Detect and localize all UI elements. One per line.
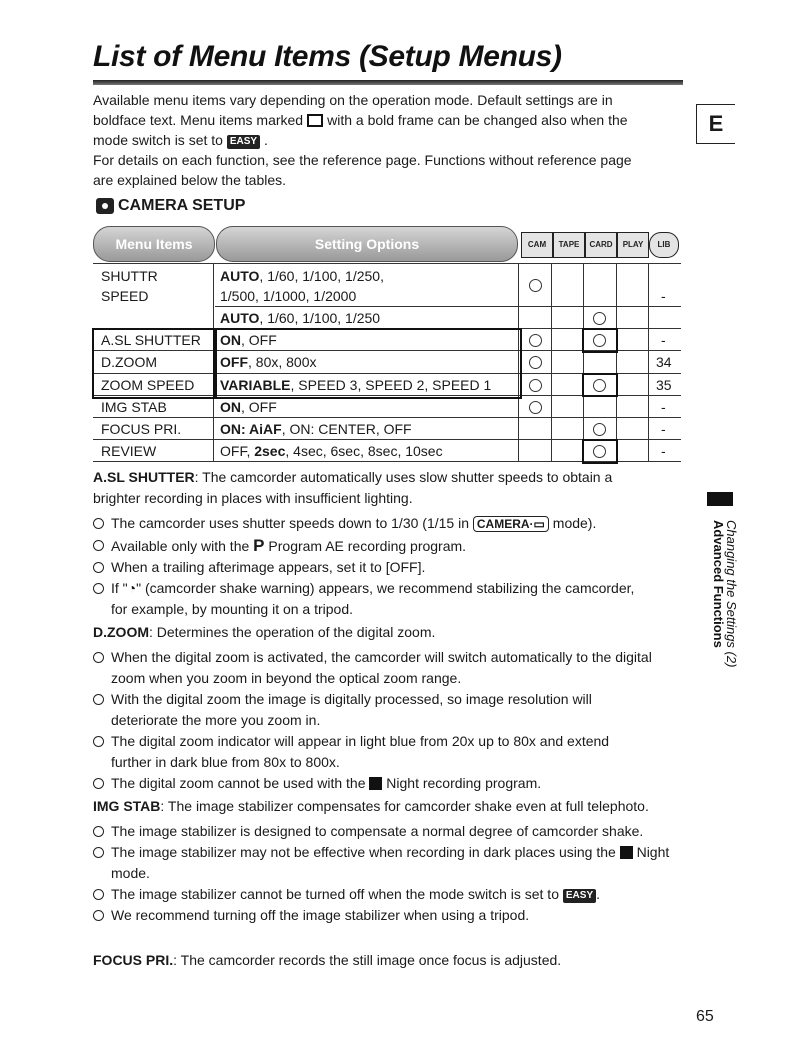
available-mark <box>529 379 542 392</box>
bullet-icon <box>93 889 104 900</box>
badge-text: CAMERA· <box>476 517 534 531</box>
bullet-icon <box>93 847 104 858</box>
table-rule <box>648 263 649 461</box>
reference-cell: 34 <box>656 354 672 370</box>
bullet-text: Night mode. <box>111 844 670 881</box>
menu-item-cell: SPEED <box>101 288 149 304</box>
menu-item-cell: IMG STAB <box>101 399 167 415</box>
night-mode-icon <box>369 777 382 790</box>
bullet-item <box>93 557 693 578</box>
asl-shutter-section <box>93 467 693 620</box>
available-mark <box>529 356 542 369</box>
reference-book-icon: LIB <box>649 232 679 258</box>
table-rule <box>583 263 584 461</box>
menu-item-cell: FOCUS PRI. <box>101 421 182 437</box>
focus-pri-section <box>93 950 693 971</box>
intro-text: . <box>263 132 268 148</box>
bullet-icon <box>93 652 104 663</box>
bullet-item <box>93 689 693 731</box>
section-title: CAMERA SETUP <box>118 197 246 214</box>
bold-frame-mark <box>582 328 618 353</box>
menu-item-cell: A.SL SHUTTER <box>101 332 201 348</box>
option-cell: AUTO, 1/60, 1/100, 1/250, <box>220 268 384 284</box>
bullet-text: Night recording program. <box>386 775 542 791</box>
reference-cell: 35 <box>656 377 672 393</box>
bold-frame-options <box>213 328 522 399</box>
term-description: : The camcorder records the still image once focus is adjusted. <box>173 952 562 968</box>
term-description: : The image stabilizer compensates for camcorder shake even at full telephoto. <box>160 798 649 814</box>
bullet-item <box>93 773 693 794</box>
term-heading: A.SL SHUTTER <box>93 469 195 485</box>
term-heading: D.ZOOM <box>93 624 149 640</box>
table-rule <box>551 263 552 461</box>
easy-mode-icon: EASY <box>563 889 596 903</box>
bullet-text: The image stabilizer may not be effective when recording in dark places using the <box>111 844 616 860</box>
option-cell: AUTO, 1/60, 1/100, 1/250 <box>220 310 381 326</box>
bullet-icon <box>93 540 104 551</box>
reference-cell: - <box>661 332 666 348</box>
intro-text: Available menu items vary depending on the operation mode. Default settings are in <box>93 92 613 108</box>
intro-paragraph-2 <box>93 150 683 190</box>
bullet-item <box>93 535 693 557</box>
option-cell: 1/500, 1/1000, 1/2000 <box>220 288 357 304</box>
section-marker <box>707 492 733 506</box>
header-setting-options: Setting Options <box>216 226 518 262</box>
table-rule <box>93 417 681 418</box>
bullet-item <box>93 647 693 689</box>
available-mark <box>529 401 542 414</box>
menu-item-cell: SHUTTR <box>101 268 158 284</box>
bullet-text: When the digital zoom is activated, the camcorder will switch automatically to the digital zoom when you zoom in beyond the optical zoom range. <box>111 649 652 686</box>
bold-frame-mark <box>582 373 618 397</box>
term-description: : Determines the operation of the digital zoom. <box>149 624 436 640</box>
program-p-icon: P <box>253 536 265 555</box>
bullet-item <box>93 905 693 926</box>
table-rule <box>93 263 681 264</box>
option-cell: OFF, 80x, 800x <box>220 354 317 370</box>
camera-setup-icon <box>96 198 114 214</box>
shake-warning-icon: ◔ <box>127 580 137 596</box>
bullet-icon <box>93 694 104 705</box>
intro-text: mode switch is set to <box>93 132 223 148</box>
term-description: : The camcorder automatically uses slow shutter speeds to obtain a brighter recording in places with insufficient lighting. <box>93 469 613 506</box>
page-title: List of Menu Items (Setup Menus) <box>93 40 562 73</box>
bold-frame-items <box>92 328 217 399</box>
bullet-text: . <box>596 886 601 902</box>
reference-cell: - <box>661 443 666 459</box>
table-rule <box>616 263 617 461</box>
intro-text: boldface text. Menu items marked <box>93 112 304 128</box>
option-cell: OFF, 2sec, 4sec, 6sec, 8sec, 10sec <box>220 443 443 459</box>
bullet-icon <box>93 562 104 573</box>
bullet-icon <box>93 736 104 747</box>
option-cell: ON: AiAF, ON: CENTER, OFF <box>220 421 412 437</box>
camera-card-badge: CAMERA·▭ <box>473 516 549 532</box>
side-chapter-label <box>708 520 739 688</box>
term-heading: FOCUS PRI. <box>93 952 174 968</box>
bullet-icon <box>93 910 104 921</box>
bullet-text: The digital zoom cannot be used with the <box>111 775 366 791</box>
option-cell: ON, OFF <box>220 399 277 415</box>
play-tape-mode-icon: TAPE <box>553 232 585 258</box>
camera-card-mode-icon: CARD <box>585 232 617 258</box>
bullet-text: We recommend turning off the image stabilizer when using a tripod. <box>111 907 530 923</box>
intro-text: are explained below the tables. <box>93 172 287 188</box>
available-mark <box>593 312 606 325</box>
reference-cell: - <box>661 399 666 415</box>
menu-item-cell: ZOOM SPEED <box>101 377 195 393</box>
bullet-text: Available only with the <box>111 538 250 554</box>
bullet-icon <box>93 778 104 789</box>
intro-text: with a bold frame can be changed also when the <box>327 112 628 128</box>
bullet-text: If " <box>111 580 128 596</box>
easy-mode-icon: EASY <box>227 135 260 149</box>
table-rule <box>215 306 681 307</box>
option-cell: ON, OFF <box>220 332 277 348</box>
page-number: 65 <box>696 1008 714 1025</box>
bullet-item <box>93 731 693 773</box>
bold-frame-mark <box>582 439 618 464</box>
bullet-item <box>93 842 693 884</box>
bullet-text: With the digital zoom the image is digitally processed, so image resolution will deteriorate the more you zoom in. <box>111 691 592 728</box>
intro-text: For details on each function, see the reference page. Functions without reference page <box>93 152 632 168</box>
option-cell: VARIABLE, SPEED 3, SPEED 2, SPEED 1 <box>220 377 492 393</box>
side-title-italic: Changing the Settings (2) <box>724 520 739 668</box>
bullet-item <box>93 578 693 620</box>
bold-frame-icon <box>307 114 323 127</box>
dzoom-section <box>93 622 693 794</box>
reference-cell: - <box>661 288 666 304</box>
night-mode-icon <box>620 846 633 859</box>
side-title-bold: Advanced Functions <box>711 520 726 648</box>
available-mark <box>529 334 542 347</box>
bullet-icon <box>93 518 104 529</box>
bullet-text: mode). <box>552 515 597 531</box>
term-heading: IMG STAB <box>93 798 161 814</box>
img-stab-section <box>93 796 693 926</box>
menu-item-cell: D.ZOOM <box>101 354 157 370</box>
play-card-mode-icon: PLAY <box>617 232 649 258</box>
reference-cell: - <box>661 421 666 437</box>
bullet-item <box>93 821 703 842</box>
bullet-text: " (camcorder shake warning) appears, we recommend stabilizing the camcorder, for example, by mounting it on a tripod. <box>111 580 635 617</box>
bullet-text: The image stabilizer is designed to compensate a normal degree of camcorder shake. <box>111 823 644 839</box>
title-rule <box>93 80 683 85</box>
bullet-item <box>93 884 693 905</box>
bullet-item <box>93 513 693 535</box>
menu-item-cell: REVIEW <box>101 443 157 459</box>
bullet-text: When a trailing afterimage appears, set it to [OFF]. <box>111 559 426 575</box>
available-mark <box>529 279 542 292</box>
available-mark <box>593 423 606 436</box>
language-tab: E <box>696 104 735 144</box>
header-menu-items: Menu Items <box>93 226 215 262</box>
camera-tape-mode-icon: CAM <box>521 232 553 258</box>
bullet-icon <box>93 583 104 594</box>
bullet-icon <box>93 826 104 837</box>
bullet-text: The camcorder uses shutter speeds down to 1/30 (1/15 in <box>111 515 469 531</box>
bullet-text: The image stabilizer cannot be turned off when the mode switch is set to <box>111 886 559 902</box>
intro-paragraph <box>93 90 683 150</box>
bullet-text: The digital zoom indicator will appear in light blue from 20x up to 80x and extend further in dark blue from 80x to 800x. <box>111 733 610 770</box>
bullet-text: Program AE recording program. <box>268 538 467 554</box>
section-heading <box>96 197 245 215</box>
